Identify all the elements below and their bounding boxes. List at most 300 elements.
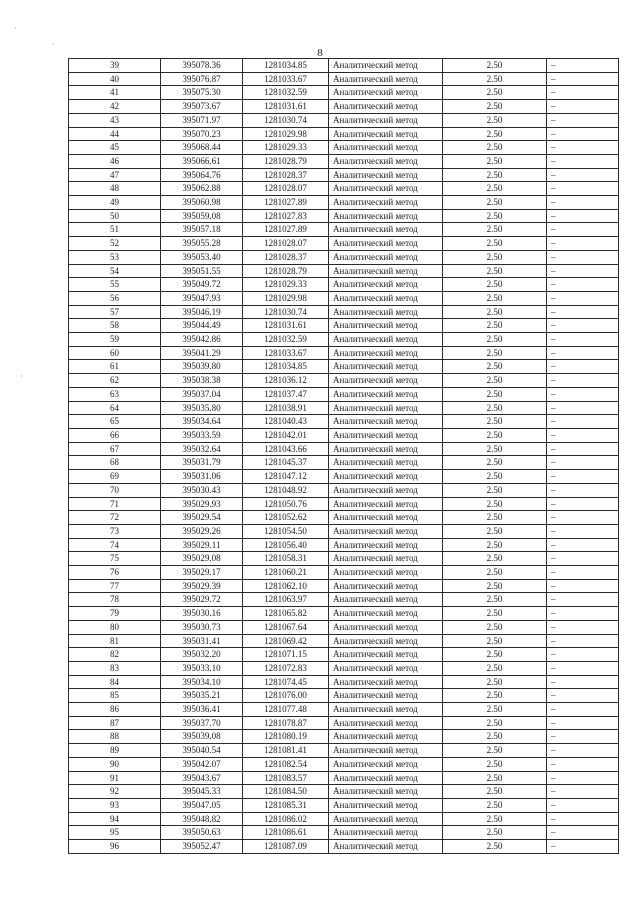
y-coordinate-cell: 1281045.37 (243, 456, 329, 470)
x-coordinate-cell: 395030.43 (161, 483, 243, 497)
table-row (69, 703, 619, 717)
note-cell: – (547, 415, 619, 429)
note-cell: – (547, 305, 619, 319)
method-cell: Аналитический метод (329, 689, 443, 703)
table-row (69, 483, 619, 497)
point-number-cell: 78 (69, 593, 161, 607)
method-cell: Аналитический метод (329, 196, 443, 210)
y-coordinate-cell: 1281072.83 (243, 661, 329, 675)
table-row (69, 771, 619, 785)
method-cell: Аналитический метод (329, 319, 443, 333)
method-cell: Аналитический метод (329, 757, 443, 771)
method-cell: Аналитический метод (329, 442, 443, 456)
y-coordinate-cell: 1281080.19 (243, 730, 329, 744)
point-number-cell: 73 (69, 524, 161, 538)
accuracy-cell: 2.50 (443, 182, 547, 196)
point-number-cell: 63 (69, 387, 161, 401)
x-coordinate-cell: 395036.41 (161, 703, 243, 717)
table-row (69, 86, 619, 100)
x-coordinate-cell: 395040.54 (161, 744, 243, 758)
accuracy-cell: 2.50 (443, 59, 547, 73)
y-coordinate-cell: 1281086.61 (243, 826, 329, 840)
point-number-cell: 42 (69, 100, 161, 114)
x-coordinate-cell: 395073.67 (161, 100, 243, 114)
x-coordinate-cell: 395076.87 (161, 72, 243, 86)
note-cell: – (547, 648, 619, 662)
note-cell: – (547, 744, 619, 758)
point-number-cell: 50 (69, 209, 161, 223)
point-number-cell: 55 (69, 278, 161, 292)
note-cell: – (547, 524, 619, 538)
method-cell: Аналитический метод (329, 840, 443, 854)
point-number-cell: 72 (69, 511, 161, 525)
y-coordinate-cell: 1281031.61 (243, 100, 329, 114)
scan-speck: · (14, 24, 17, 33)
y-coordinate-cell: 1281031.61 (243, 319, 329, 333)
accuracy-cell: 2.50 (443, 196, 547, 210)
y-coordinate-cell: 1281058.31 (243, 552, 329, 566)
accuracy-cell: 2.50 (443, 127, 547, 141)
point-number-cell: 52 (69, 237, 161, 251)
accuracy-cell: 2.50 (443, 387, 547, 401)
method-cell: Аналитический метод (329, 511, 443, 525)
point-number-cell: 44 (69, 127, 161, 141)
y-coordinate-cell: 1281074.45 (243, 675, 329, 689)
note-cell: – (547, 620, 619, 634)
y-coordinate-cell: 1281042.01 (243, 428, 329, 442)
accuracy-cell: 2.50 (443, 401, 547, 415)
note-cell: – (547, 497, 619, 511)
accuracy-cell: 2.50 (443, 483, 547, 497)
point-number-cell: 91 (69, 771, 161, 785)
y-coordinate-cell: 1281054.50 (243, 524, 329, 538)
point-number-cell: 92 (69, 785, 161, 799)
x-coordinate-cell: 395034.10 (161, 675, 243, 689)
y-coordinate-cell: 1281028.79 (243, 154, 329, 168)
accuracy-cell: 2.50 (443, 524, 547, 538)
method-cell: Аналитический метод (329, 141, 443, 155)
note-cell: – (547, 442, 619, 456)
x-coordinate-cell: 395039.08 (161, 730, 243, 744)
method-cell: Аналитический метод (329, 209, 443, 223)
method-cell: Аналитический метод (329, 552, 443, 566)
note-cell: – (547, 168, 619, 182)
point-number-cell: 88 (69, 730, 161, 744)
point-number-cell: 48 (69, 182, 161, 196)
table-row (69, 415, 619, 429)
method-cell: Аналитический метод (329, 634, 443, 648)
point-number-cell: 85 (69, 689, 161, 703)
method-cell: Аналитический метод (329, 346, 443, 360)
point-number-cell: 93 (69, 798, 161, 812)
y-coordinate-cell: 1281029.33 (243, 278, 329, 292)
x-coordinate-cell: 395052.47 (161, 840, 243, 854)
point-number-cell: 79 (69, 607, 161, 621)
y-coordinate-cell: 1281028.07 (243, 237, 329, 251)
method-cell: Аналитический метод (329, 812, 443, 826)
x-coordinate-cell: 395029.11 (161, 538, 243, 552)
x-coordinate-cell: 395066.61 (161, 154, 243, 168)
table-row (69, 620, 619, 634)
method-cell: Аналитический метод (329, 771, 443, 785)
x-coordinate-cell: 395043.67 (161, 771, 243, 785)
table-row (69, 291, 619, 305)
x-coordinate-cell: 395029.17 (161, 566, 243, 580)
point-number-cell: 65 (69, 415, 161, 429)
y-coordinate-cell: 1281028.37 (243, 250, 329, 264)
method-cell: Аналитический метод (329, 72, 443, 86)
x-coordinate-cell: 395031.79 (161, 456, 243, 470)
accuracy-cell: 2.50 (443, 566, 547, 580)
x-coordinate-cell: 395029.72 (161, 593, 243, 607)
x-coordinate-cell: 395037.04 (161, 387, 243, 401)
point-number-cell: 90 (69, 757, 161, 771)
method-cell: Аналитический метод (329, 675, 443, 689)
method-cell: Аналитический метод (329, 86, 443, 100)
point-number-cell: 82 (69, 648, 161, 662)
y-coordinate-cell: 1281034.85 (243, 59, 329, 73)
y-coordinate-cell: 1281065.82 (243, 607, 329, 621)
method-cell: Аналитический метод (329, 826, 443, 840)
table-row (69, 113, 619, 127)
x-coordinate-cell: 395031.41 (161, 634, 243, 648)
point-number-cell: 81 (69, 634, 161, 648)
method-cell: Аналитический метод (329, 264, 443, 278)
table-row (69, 634, 619, 648)
method-cell: Аналитический метод (329, 59, 443, 73)
accuracy-cell: 2.50 (443, 675, 547, 689)
note-cell: – (547, 593, 619, 607)
point-number-cell: 45 (69, 141, 161, 155)
note-cell: – (547, 634, 619, 648)
y-coordinate-cell: 1281086.02 (243, 812, 329, 826)
x-coordinate-cell: 395035.21 (161, 689, 243, 703)
note-cell: – (547, 579, 619, 593)
table-row (69, 716, 619, 730)
note-cell: – (547, 826, 619, 840)
accuracy-cell: 2.50 (443, 593, 547, 607)
table-row (69, 168, 619, 182)
accuracy-cell: 2.50 (443, 812, 547, 826)
accuracy-cell: 2.50 (443, 113, 547, 127)
x-coordinate-cell: 395039.80 (161, 360, 243, 374)
point-number-cell: 51 (69, 223, 161, 237)
note-cell: – (547, 278, 619, 292)
note-cell: – (547, 250, 619, 264)
y-coordinate-cell: 1281085.31 (243, 798, 329, 812)
method-cell: Аналитический метод (329, 730, 443, 744)
method-cell: Аналитический метод (329, 113, 443, 127)
method-cell: Аналитический метод (329, 374, 443, 388)
x-coordinate-cell: 395048.82 (161, 812, 243, 826)
note-cell: – (547, 237, 619, 251)
accuracy-cell: 2.50 (443, 428, 547, 442)
method-cell: Аналитический метод (329, 620, 443, 634)
accuracy-cell: 2.50 (443, 72, 547, 86)
table-row (69, 428, 619, 442)
x-coordinate-cell: 395037.70 (161, 716, 243, 730)
table-row (69, 456, 619, 470)
table-row (69, 730, 619, 744)
table-row (69, 387, 619, 401)
x-coordinate-cell: 395070.23 (161, 127, 243, 141)
table-row (69, 675, 619, 689)
accuracy-cell: 2.50 (443, 360, 547, 374)
accuracy-cell: 2.50 (443, 552, 547, 566)
point-number-cell: 75 (69, 552, 161, 566)
table-row (69, 278, 619, 292)
table-row (69, 511, 619, 525)
x-coordinate-cell: 395042.07 (161, 757, 243, 771)
table-row (69, 305, 619, 319)
accuracy-cell: 2.50 (443, 744, 547, 758)
method-cell: Аналитический метод (329, 182, 443, 196)
note-cell: – (547, 196, 619, 210)
table-row (69, 223, 619, 237)
table-row (69, 593, 619, 607)
point-number-cell: 49 (69, 196, 161, 210)
accuracy-cell: 2.50 (443, 305, 547, 319)
point-number-cell: 39 (69, 59, 161, 73)
x-coordinate-cell: 395042.86 (161, 333, 243, 347)
accuracy-cell: 2.50 (443, 497, 547, 511)
accuracy-cell: 2.50 (443, 785, 547, 799)
table-row (69, 154, 619, 168)
method-cell: Аналитический метод (329, 168, 443, 182)
x-coordinate-cell: 395044.49 (161, 319, 243, 333)
point-number-cell: 59 (69, 333, 161, 347)
method-cell: Аналитический метод (329, 524, 443, 538)
method-cell: Аналитический метод (329, 291, 443, 305)
method-cell: Аналитический метод (329, 538, 443, 552)
point-number-cell: 74 (69, 538, 161, 552)
note-cell: – (547, 291, 619, 305)
x-coordinate-cell: 395064.76 (161, 168, 243, 182)
y-coordinate-cell: 1281071.15 (243, 648, 329, 662)
table-row (69, 100, 619, 114)
accuracy-cell: 2.50 (443, 168, 547, 182)
x-coordinate-cell: 395057.18 (161, 223, 243, 237)
accuracy-cell: 2.50 (443, 511, 547, 525)
y-coordinate-cell: 1281030.74 (243, 305, 329, 319)
table-row (69, 497, 619, 511)
method-cell: Аналитический метод (329, 387, 443, 401)
point-number-cell: 87 (69, 716, 161, 730)
table-row (69, 648, 619, 662)
table-row (69, 333, 619, 347)
table-row (69, 209, 619, 223)
note-cell: – (547, 703, 619, 717)
note-cell: – (547, 470, 619, 484)
point-number-cell: 58 (69, 319, 161, 333)
accuracy-cell: 2.50 (443, 346, 547, 360)
x-coordinate-cell: 395047.05 (161, 798, 243, 812)
accuracy-cell: 2.50 (443, 278, 547, 292)
note-cell: – (547, 333, 619, 347)
point-number-cell: 43 (69, 113, 161, 127)
accuracy-cell: 2.50 (443, 333, 547, 347)
method-cell: Аналитический метод (329, 483, 443, 497)
point-number-cell: 47 (69, 168, 161, 182)
note-cell: – (547, 785, 619, 799)
method-cell: Аналитический метод (329, 415, 443, 429)
note-cell: – (547, 209, 619, 223)
table-row (69, 360, 619, 374)
y-coordinate-cell: 1281034.85 (243, 360, 329, 374)
y-coordinate-cell: 1281047.12 (243, 470, 329, 484)
x-coordinate-cell: 395029.08 (161, 552, 243, 566)
note-cell: – (547, 374, 619, 388)
x-coordinate-cell: 395031.06 (161, 470, 243, 484)
page-number: 8 (317, 47, 323, 59)
point-number-cell: 71 (69, 497, 161, 511)
x-coordinate-cell: 395046.19 (161, 305, 243, 319)
scan-speck: · (20, 372, 23, 381)
y-coordinate-cell: 1281038.91 (243, 401, 329, 415)
x-coordinate-cell: 395033.10 (161, 661, 243, 675)
y-coordinate-cell: 1281040.43 (243, 415, 329, 429)
note-cell: – (547, 59, 619, 73)
table-row (69, 566, 619, 580)
accuracy-cell: 2.50 (443, 689, 547, 703)
note-cell: – (547, 730, 619, 744)
y-coordinate-cell: 1281056.40 (243, 538, 329, 552)
method-cell: Аналитический метод (329, 401, 443, 415)
accuracy-cell: 2.50 (443, 291, 547, 305)
y-coordinate-cell: 1281067.64 (243, 620, 329, 634)
x-coordinate-cell: 395032.20 (161, 648, 243, 662)
table-row (69, 72, 619, 86)
method-cell: Аналитический метод (329, 798, 443, 812)
table-row (69, 552, 619, 566)
accuracy-cell: 2.50 (443, 538, 547, 552)
point-number-cell: 77 (69, 579, 161, 593)
accuracy-cell: 2.50 (443, 442, 547, 456)
note-cell: – (547, 798, 619, 812)
point-number-cell: 41 (69, 86, 161, 100)
y-coordinate-cell: 1281081.41 (243, 744, 329, 758)
y-coordinate-cell: 1281082.54 (243, 757, 329, 771)
method-cell: Аналитический метод (329, 716, 443, 730)
table-row (69, 196, 619, 210)
accuracy-cell: 2.50 (443, 86, 547, 100)
table-row (69, 237, 619, 251)
point-number-cell: 61 (69, 360, 161, 374)
note-cell: – (547, 840, 619, 854)
note-cell: – (547, 689, 619, 703)
table-row (69, 826, 619, 840)
y-coordinate-cell: 1281027.83 (243, 209, 329, 223)
x-coordinate-cell: 395029.93 (161, 497, 243, 511)
x-coordinate-cell: 395060.98 (161, 196, 243, 210)
point-number-cell: 46 (69, 154, 161, 168)
x-coordinate-cell: 395068.44 (161, 141, 243, 155)
note-cell: – (547, 716, 619, 730)
x-coordinate-cell: 395033.59 (161, 428, 243, 442)
accuracy-cell: 2.50 (443, 100, 547, 114)
y-coordinate-cell: 1281037.47 (243, 387, 329, 401)
note-cell: – (547, 154, 619, 168)
accuracy-cell: 2.50 (443, 840, 547, 854)
method-cell: Аналитический метод (329, 250, 443, 264)
x-coordinate-cell: 395032.64 (161, 442, 243, 456)
point-number-cell: 84 (69, 675, 161, 689)
table-row (69, 319, 619, 333)
method-cell: Аналитический метод (329, 648, 443, 662)
table-row (69, 757, 619, 771)
accuracy-cell: 2.50 (443, 620, 547, 634)
table-row (69, 812, 619, 826)
point-number-cell: 89 (69, 744, 161, 758)
point-number-cell: 95 (69, 826, 161, 840)
y-coordinate-cell: 1281028.07 (243, 182, 329, 196)
table-row (69, 127, 619, 141)
point-number-cell: 69 (69, 470, 161, 484)
y-coordinate-cell: 1281029.33 (243, 141, 329, 155)
note-cell: – (547, 757, 619, 771)
method-cell: Аналитический метод (329, 305, 443, 319)
method-cell: Аналитический метод (329, 566, 443, 580)
x-coordinate-cell: 395029.39 (161, 579, 243, 593)
x-coordinate-cell: 395055.28 (161, 237, 243, 251)
point-number-cell: 60 (69, 346, 161, 360)
y-coordinate-cell: 1281077.48 (243, 703, 329, 717)
accuracy-cell: 2.50 (443, 798, 547, 812)
accuracy-cell: 2.50 (443, 771, 547, 785)
x-coordinate-cell: 395062.88 (161, 182, 243, 196)
point-number-cell: 66 (69, 428, 161, 442)
note-cell: – (547, 511, 619, 525)
method-cell: Аналитический метод (329, 785, 443, 799)
y-coordinate-cell: 1281028.79 (243, 264, 329, 278)
coordinates-table-body (69, 59, 619, 854)
x-coordinate-cell: 395053.40 (161, 250, 243, 264)
table-row (69, 607, 619, 621)
x-coordinate-cell: 395029.26 (161, 524, 243, 538)
y-coordinate-cell: 1281078.87 (243, 716, 329, 730)
accuracy-cell: 2.50 (443, 634, 547, 648)
x-coordinate-cell: 395029.54 (161, 511, 243, 525)
table-row (69, 798, 619, 812)
table-row (69, 442, 619, 456)
accuracy-cell: 2.50 (443, 374, 547, 388)
y-coordinate-cell: 1281032.59 (243, 86, 329, 100)
x-coordinate-cell: 395030.73 (161, 620, 243, 634)
table-row (69, 840, 619, 854)
y-coordinate-cell: 1281052.62 (243, 511, 329, 525)
note-cell: – (547, 566, 619, 580)
method-cell: Аналитический метод (329, 333, 443, 347)
y-coordinate-cell: 1281032.59 (243, 333, 329, 347)
accuracy-cell: 2.50 (443, 319, 547, 333)
method-cell: Аналитический метод (329, 223, 443, 237)
y-coordinate-cell: 1281060.21 (243, 566, 329, 580)
accuracy-cell: 2.50 (443, 456, 547, 470)
x-coordinate-cell: 395038.38 (161, 374, 243, 388)
y-coordinate-cell: 1281028.37 (243, 168, 329, 182)
note-cell: – (547, 223, 619, 237)
x-coordinate-cell: 395045.33 (161, 785, 243, 799)
point-number-cell: 67 (69, 442, 161, 456)
accuracy-cell: 2.50 (443, 579, 547, 593)
note-cell: – (547, 141, 619, 155)
y-coordinate-cell: 1281029.98 (243, 291, 329, 305)
accuracy-cell: 2.50 (443, 661, 547, 675)
y-coordinate-cell: 1281048.92 (243, 483, 329, 497)
accuracy-cell: 2.50 (443, 716, 547, 730)
method-cell: Аналитический метод (329, 428, 443, 442)
y-coordinate-cell: 1281084.50 (243, 785, 329, 799)
